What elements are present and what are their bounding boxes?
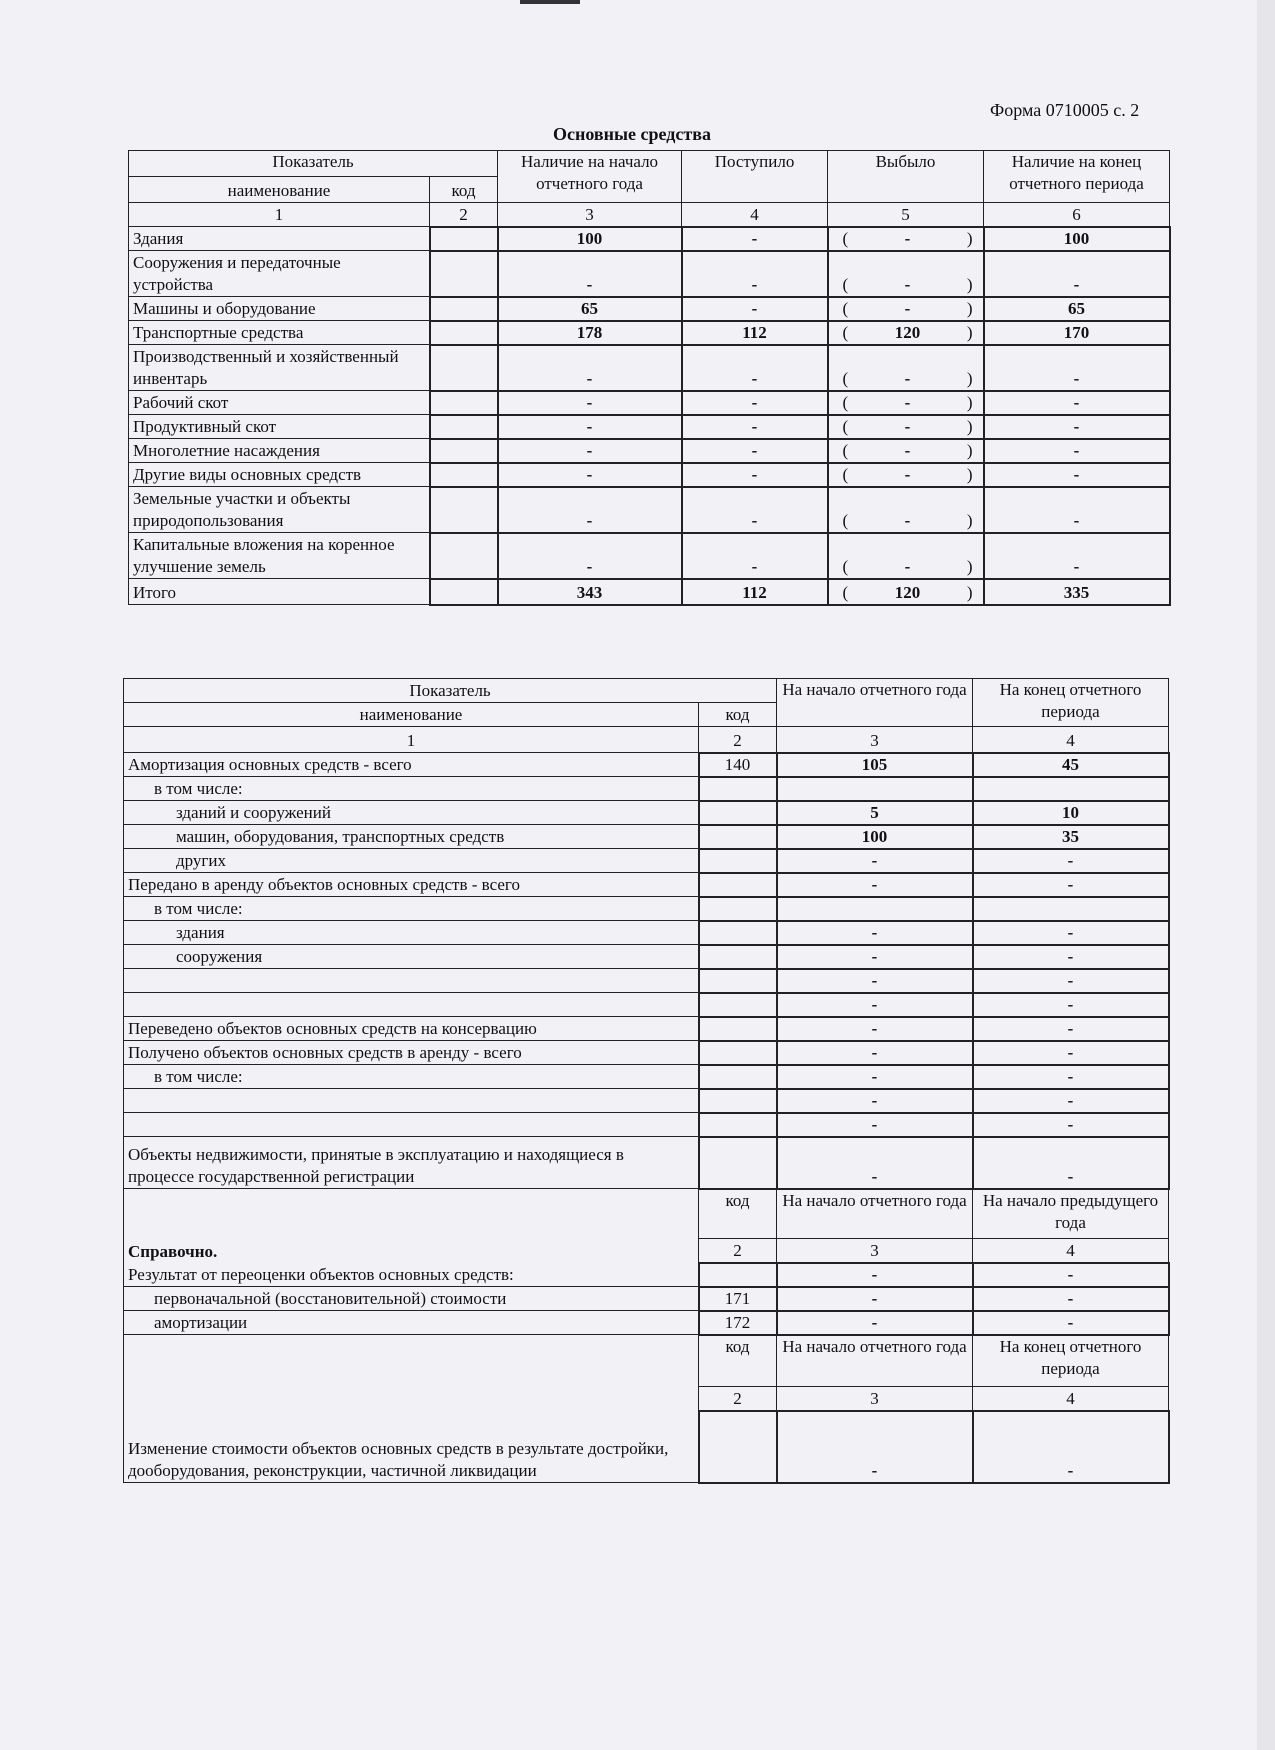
row-code bbox=[430, 579, 498, 605]
end-value: - bbox=[973, 1017, 1169, 1041]
close-paren: ) bbox=[966, 510, 973, 530]
reference-title: Справочно. bbox=[128, 1241, 218, 1261]
row-code bbox=[699, 801, 777, 825]
received-value: - bbox=[682, 533, 828, 579]
table-row bbox=[124, 1017, 1169, 1041]
end-value: - bbox=[984, 487, 1170, 533]
row-code bbox=[430, 345, 498, 391]
row-name: Передано в аренду объектов основных средств - всего bbox=[124, 873, 699, 897]
reference-row bbox=[124, 1263, 1169, 1287]
open-paren: ( bbox=[842, 582, 849, 602]
col-number: 1 bbox=[124, 727, 699, 753]
row-name: в том числе: bbox=[124, 777, 699, 801]
open-paren: ( bbox=[842, 416, 849, 436]
end-value: - bbox=[973, 873, 1169, 897]
form-reference: Форма 0710005 с. 2 bbox=[990, 100, 1140, 120]
table-row bbox=[124, 1065, 1169, 1089]
close-paren: ) bbox=[966, 368, 973, 388]
start-value bbox=[777, 897, 973, 921]
table-row bbox=[124, 825, 1169, 849]
row-name: Итого bbox=[129, 579, 430, 605]
start-value: - bbox=[777, 969, 973, 993]
table-row bbox=[124, 1041, 1169, 1065]
received-value: - bbox=[682, 297, 828, 321]
col-number: 4 bbox=[973, 1387, 1169, 1411]
start-value: - bbox=[777, 1311, 973, 1335]
row-code bbox=[430, 487, 498, 533]
close-paren: ) bbox=[966, 298, 973, 318]
disposed-value: - bbox=[904, 510, 911, 530]
table-row bbox=[124, 1089, 1169, 1113]
row-name: первоначальной (восстановительной) стоимости bbox=[124, 1287, 699, 1311]
row-name: Сооружения и передаточные устройства bbox=[129, 251, 430, 297]
table-row bbox=[124, 849, 1169, 873]
row-code bbox=[699, 897, 777, 921]
row-name: Многолетние насаждения bbox=[129, 439, 430, 463]
end-value: - bbox=[973, 945, 1169, 969]
start-value: - bbox=[498, 439, 682, 463]
table-row bbox=[129, 227, 1170, 251]
row-code bbox=[430, 415, 498, 439]
row-name: Объекты недвижимости, принятые в эксплуатацию и находящиеся в процессе государственной регистрации bbox=[124, 1137, 699, 1189]
end-value: - bbox=[984, 533, 1170, 579]
disposed-cell bbox=[828, 463, 984, 487]
row-name: Получено объектов основных средств в аренду - всего bbox=[124, 1041, 699, 1065]
close-paren: ) bbox=[966, 322, 973, 342]
start-value: - bbox=[777, 1113, 973, 1137]
disposed-cell bbox=[828, 297, 984, 321]
end-value: - bbox=[984, 251, 1170, 297]
table-row bbox=[124, 801, 1169, 825]
start-value bbox=[777, 777, 973, 801]
close-paren: ) bbox=[966, 582, 973, 602]
close-paren: ) bbox=[966, 556, 973, 576]
fixed-assets-table bbox=[128, 150, 1171, 606]
header-end: Наличие на конец отчетного периода bbox=[984, 151, 1170, 203]
col-number: 2 bbox=[699, 727, 777, 753]
start-value: - bbox=[777, 849, 973, 873]
received-value: - bbox=[682, 487, 828, 533]
end-value: - bbox=[973, 1113, 1169, 1137]
close-paren: ) bbox=[966, 464, 973, 484]
change-code bbox=[699, 1411, 777, 1483]
received-value: - bbox=[682, 251, 828, 297]
table-row bbox=[124, 921, 1169, 945]
table-row bbox=[124, 945, 1169, 969]
change-blank-cell bbox=[124, 1335, 699, 1411]
received-value: - bbox=[682, 439, 828, 463]
row-code bbox=[699, 1065, 777, 1089]
start-value: - bbox=[777, 873, 973, 897]
table-row bbox=[129, 345, 1170, 391]
header-code: код bbox=[699, 703, 777, 727]
col-number: 5 bbox=[828, 203, 984, 227]
row-code bbox=[699, 1113, 777, 1137]
disposed-cell bbox=[828, 251, 984, 297]
row-name: здания bbox=[124, 921, 699, 945]
row-code bbox=[699, 777, 777, 801]
reference-title-cell bbox=[124, 1189, 699, 1263]
header-name: наименование bbox=[129, 177, 430, 203]
disposed-cell bbox=[828, 533, 984, 579]
start-value: - bbox=[498, 533, 682, 579]
row-code bbox=[699, 1017, 777, 1041]
row-code bbox=[430, 439, 498, 463]
end-value: 100 bbox=[984, 227, 1170, 251]
disposed-value: 120 bbox=[894, 322, 921, 342]
disposed-cell bbox=[828, 391, 984, 415]
start-value: 5 bbox=[777, 801, 973, 825]
ref-header-prev: На начало предыдущего года bbox=[973, 1189, 1169, 1239]
table-row bbox=[124, 993, 1169, 1017]
row-name: Земельные участки и объекты природопользования bbox=[129, 487, 430, 533]
table-row bbox=[124, 1113, 1169, 1137]
start-value: - bbox=[498, 463, 682, 487]
col-number: 4 bbox=[682, 203, 828, 227]
received-value: - bbox=[682, 391, 828, 415]
col-number: 3 bbox=[777, 1239, 973, 1263]
close-paren: ) bbox=[966, 228, 973, 248]
start-value: 105 bbox=[777, 753, 973, 777]
disposed-bracket bbox=[833, 464, 979, 486]
row-code bbox=[430, 533, 498, 579]
start-value: - bbox=[777, 1287, 973, 1311]
row-code bbox=[699, 945, 777, 969]
end-value: - bbox=[973, 921, 1169, 945]
row-code: 172 bbox=[699, 1311, 777, 1335]
received-value: - bbox=[682, 415, 828, 439]
disposed-bracket bbox=[833, 510, 979, 532]
disposed-bracket bbox=[833, 392, 979, 414]
disposed-value: - bbox=[904, 556, 911, 576]
close-paren: ) bbox=[966, 416, 973, 436]
table-row bbox=[124, 969, 1169, 993]
received-value: 112 bbox=[682, 321, 828, 345]
open-paren: ( bbox=[842, 440, 849, 460]
table-row bbox=[129, 463, 1170, 487]
row-name: Амортизация основных средств - всего bbox=[124, 753, 699, 777]
row-name: Капитальные вложения на коренное улучшение земель bbox=[129, 533, 430, 579]
row-code bbox=[699, 993, 777, 1017]
table-row bbox=[129, 415, 1170, 439]
open-paren: ( bbox=[842, 464, 849, 484]
header-start: Наличие на начало отчетного года bbox=[498, 151, 682, 203]
table-row bbox=[129, 321, 1170, 345]
disposed-bracket bbox=[833, 556, 979, 578]
row-name: Продуктивный скот bbox=[129, 415, 430, 439]
disposed-bracket bbox=[833, 440, 979, 462]
start-value: 65 bbox=[498, 297, 682, 321]
disposed-value: - bbox=[904, 416, 911, 436]
header-indicator: Показатель bbox=[124, 679, 777, 703]
end-value: - bbox=[973, 1041, 1169, 1065]
open-paren: ( bbox=[842, 392, 849, 412]
table-row bbox=[129, 251, 1170, 297]
received-value: - bbox=[682, 227, 828, 251]
row-code bbox=[430, 297, 498, 321]
table-row bbox=[129, 533, 1170, 579]
col-number: 3 bbox=[777, 727, 973, 753]
end-value: - bbox=[973, 1065, 1169, 1089]
row-code bbox=[430, 463, 498, 487]
open-paren: ( bbox=[842, 274, 849, 294]
ref-header-code: код bbox=[699, 1189, 777, 1239]
row-name: Машины и оборудование bbox=[129, 297, 430, 321]
start-value: 100 bbox=[498, 227, 682, 251]
table-row bbox=[124, 777, 1169, 801]
disposed-cell bbox=[828, 227, 984, 251]
header-indicator: Показатель bbox=[129, 151, 498, 177]
row-code bbox=[699, 1041, 777, 1065]
row-name: Здания bbox=[129, 227, 430, 251]
row-code bbox=[430, 321, 498, 345]
end-value: 170 bbox=[984, 321, 1170, 345]
reference-row bbox=[124, 1287, 1169, 1311]
row-name: зданий и сооружений bbox=[124, 801, 699, 825]
disposed-bracket bbox=[833, 274, 979, 296]
row-name: машин, оборудования, транспортных средств bbox=[124, 825, 699, 849]
received-value: - bbox=[682, 463, 828, 487]
disposed-cell bbox=[828, 415, 984, 439]
fixed-assets-title: Основные средства bbox=[553, 124, 711, 144]
disposed-bracket bbox=[833, 582, 979, 604]
row-name: Переведено объектов основных средств на консервацию bbox=[124, 1017, 699, 1041]
disposed-value: - bbox=[904, 440, 911, 460]
start-value: - bbox=[777, 1263, 973, 1287]
table-row bbox=[129, 297, 1170, 321]
change-header-code: код bbox=[699, 1335, 777, 1387]
disposed-bracket bbox=[833, 368, 979, 390]
open-paren: ( bbox=[842, 228, 849, 248]
change-header-end: На конец отчетного периода bbox=[973, 1335, 1169, 1387]
start-value: 178 bbox=[498, 321, 682, 345]
disposed-value: - bbox=[904, 392, 911, 412]
disposed-value: - bbox=[904, 368, 911, 388]
row-name: Другие виды основных средств bbox=[129, 463, 430, 487]
row-name bbox=[124, 1113, 699, 1137]
disposed-cell bbox=[828, 345, 984, 391]
start-value: - bbox=[777, 945, 973, 969]
scan-edge-mark bbox=[520, 0, 580, 4]
table-row bbox=[129, 487, 1170, 533]
end-value: 45 bbox=[973, 753, 1169, 777]
col-number: 1 bbox=[129, 203, 430, 227]
col-number: 6 bbox=[984, 203, 1170, 227]
header-name: наименование bbox=[124, 703, 699, 727]
disposed-bracket bbox=[833, 228, 979, 250]
table-row bbox=[129, 439, 1170, 463]
header-disposed: Выбыло bbox=[828, 151, 984, 203]
change-header-start: На начало отчетного года bbox=[777, 1335, 973, 1387]
open-paren: ( bbox=[842, 556, 849, 576]
col-number: 3 bbox=[777, 1387, 973, 1411]
end-value: - bbox=[984, 345, 1170, 391]
row-name bbox=[124, 993, 699, 1017]
header-code: код bbox=[430, 177, 498, 203]
disposed-bracket bbox=[833, 322, 979, 344]
col-number: 3 bbox=[498, 203, 682, 227]
prev-value: - bbox=[973, 1263, 1169, 1287]
end-value: - bbox=[973, 993, 1169, 1017]
start-value: 100 bbox=[777, 825, 973, 849]
end-value: 335 bbox=[984, 579, 1170, 605]
header-received: Поступило bbox=[682, 151, 828, 203]
start-value: - bbox=[498, 415, 682, 439]
disposed-cell bbox=[828, 321, 984, 345]
disposed-cell bbox=[828, 579, 984, 605]
end-value: - bbox=[984, 463, 1170, 487]
close-paren: ) bbox=[966, 392, 973, 412]
disposed-value: - bbox=[904, 274, 911, 294]
row-name bbox=[124, 969, 699, 993]
open-paren: ( bbox=[842, 322, 849, 342]
col-number: 4 bbox=[973, 727, 1169, 753]
row-code bbox=[430, 251, 498, 297]
prev-value: - bbox=[973, 1311, 1169, 1335]
table-row bbox=[124, 897, 1169, 921]
row-name: в том числе: bbox=[124, 1065, 699, 1089]
disposed-value: - bbox=[904, 298, 911, 318]
row-name: Транспортные средства bbox=[129, 321, 430, 345]
row-code: 171 bbox=[699, 1287, 777, 1311]
row-code bbox=[430, 227, 498, 251]
start-value: - bbox=[777, 1041, 973, 1065]
start-value: - bbox=[777, 1089, 973, 1113]
change-start-value: - bbox=[777, 1411, 973, 1483]
end-value: - bbox=[973, 969, 1169, 993]
disposed-cell bbox=[828, 439, 984, 463]
table-row bbox=[124, 873, 1169, 897]
open-paren: ( bbox=[842, 510, 849, 530]
row-name: в том числе: bbox=[124, 897, 699, 921]
table-row bbox=[124, 1137, 1169, 1189]
col-number: 2 bbox=[699, 1239, 777, 1263]
table-row bbox=[124, 753, 1169, 777]
row-code bbox=[699, 1137, 777, 1189]
row-name: сооружения bbox=[124, 945, 699, 969]
disposed-bracket bbox=[833, 298, 979, 320]
start-value: - bbox=[777, 1017, 973, 1041]
row-code: 140 bbox=[699, 753, 777, 777]
table-row bbox=[129, 391, 1170, 415]
scan-margin bbox=[1257, 0, 1275, 1750]
row-code bbox=[430, 391, 498, 415]
start-value: - bbox=[777, 1137, 973, 1189]
end-value: 35 bbox=[973, 825, 1169, 849]
open-paren: ( bbox=[842, 368, 849, 388]
row-code bbox=[699, 825, 777, 849]
start-value: - bbox=[777, 921, 973, 945]
row-code bbox=[699, 1089, 777, 1113]
row-code bbox=[699, 873, 777, 897]
end-value: 65 bbox=[984, 297, 1170, 321]
depreciation-table bbox=[123, 678, 1170, 1484]
close-paren: ) bbox=[966, 274, 973, 294]
ref-header-start: На начало отчетного года bbox=[777, 1189, 973, 1239]
change-label: Изменение стоимости объектов основных средств в результате достройки, дооборудования, реконструкции, частичной ликвидации bbox=[124, 1411, 699, 1483]
prev-value: - bbox=[973, 1287, 1169, 1311]
close-paren: ) bbox=[966, 440, 973, 460]
row-code bbox=[699, 1263, 777, 1287]
start-value: 343 bbox=[498, 579, 682, 605]
end-value bbox=[973, 897, 1169, 921]
header-start: На начало отчетного года bbox=[777, 679, 973, 727]
col-number: 2 bbox=[430, 203, 498, 227]
row-name: Рабочий скот bbox=[129, 391, 430, 415]
end-value: - bbox=[973, 1089, 1169, 1113]
row-name: Производственный и хозяйственный инвентарь bbox=[129, 345, 430, 391]
header-end: На конец отчетного периода bbox=[973, 679, 1169, 727]
disposed-value: 120 bbox=[894, 582, 921, 602]
disposed-bracket bbox=[833, 416, 979, 438]
table-row bbox=[129, 579, 1170, 605]
end-value: - bbox=[984, 439, 1170, 463]
row-name: других bbox=[124, 849, 699, 873]
open-paren: ( bbox=[842, 298, 849, 318]
row-name bbox=[124, 1089, 699, 1113]
start-value: - bbox=[777, 993, 973, 1017]
disposed-cell bbox=[828, 487, 984, 533]
change-end-value: - bbox=[973, 1411, 1169, 1483]
col-number: 4 bbox=[973, 1239, 1169, 1263]
start-value: - bbox=[777, 1065, 973, 1089]
end-value bbox=[973, 777, 1169, 801]
start-value: - bbox=[498, 345, 682, 391]
row-code bbox=[699, 969, 777, 993]
received-value: - bbox=[682, 345, 828, 391]
end-value: - bbox=[973, 849, 1169, 873]
end-value: - bbox=[973, 1137, 1169, 1189]
received-value: 112 bbox=[682, 579, 828, 605]
row-code bbox=[699, 921, 777, 945]
start-value: - bbox=[498, 391, 682, 415]
end-value: 10 bbox=[973, 801, 1169, 825]
reference-row bbox=[124, 1311, 1169, 1335]
start-value: - bbox=[498, 487, 682, 533]
start-value: - bbox=[498, 251, 682, 297]
row-name: Результат от переоценки объектов основных средств: bbox=[124, 1263, 699, 1287]
row-code bbox=[699, 849, 777, 873]
disposed-value: - bbox=[904, 228, 911, 248]
col-number: 2 bbox=[699, 1387, 777, 1411]
end-value: - bbox=[984, 415, 1170, 439]
row-name: амортизации bbox=[124, 1311, 699, 1335]
end-value: - bbox=[984, 391, 1170, 415]
disposed-value: - bbox=[904, 464, 911, 484]
